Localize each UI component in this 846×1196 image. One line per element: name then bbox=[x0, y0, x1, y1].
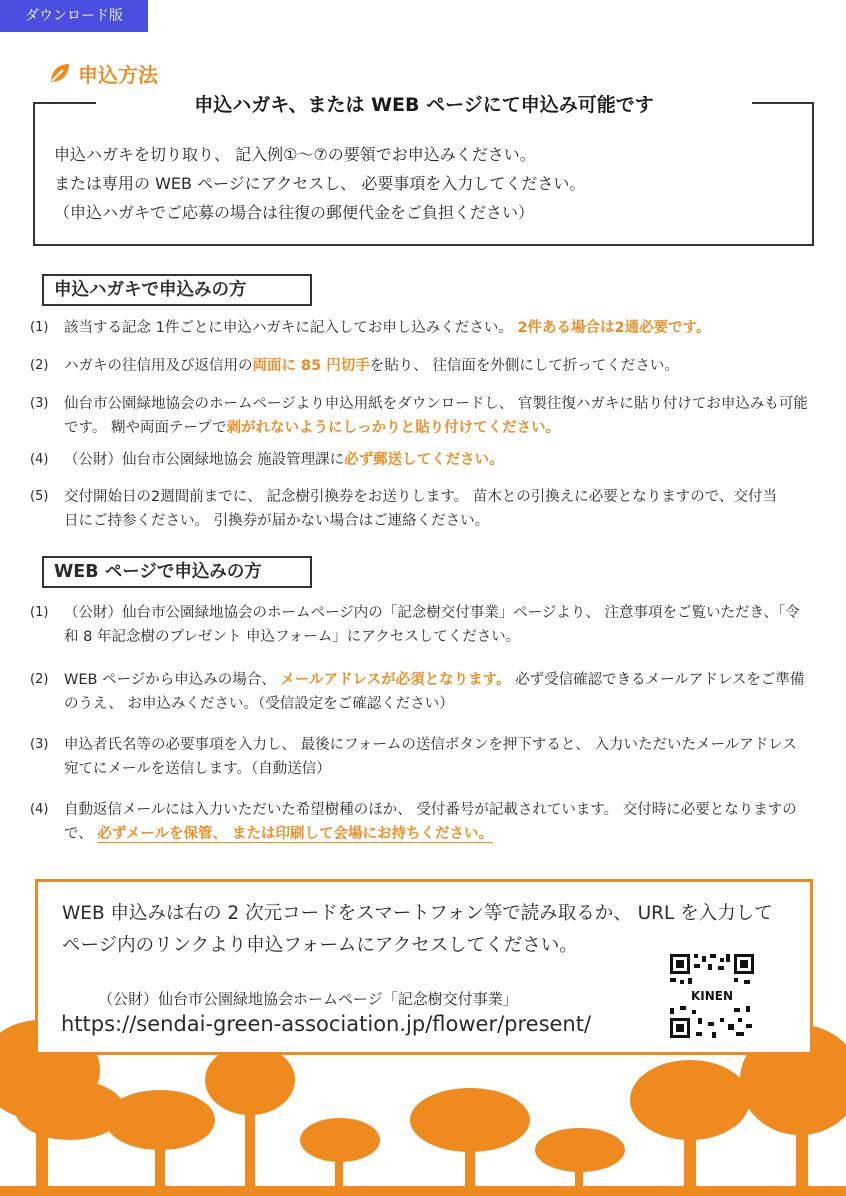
item-text: 仙台市公園緑地協会のホームページより申込用紙をダウンロードし、 官製往復ハガキに貼り付けてお申込みも可能です。 糊や両面テープで剥がれないようにしっかりと貼り付けてください。 bbox=[64, 396, 808, 436]
leaf-icon bbox=[48, 61, 72, 85]
list-item bbox=[30, 448, 820, 472]
list-item bbox=[30, 733, 810, 781]
item-number: (1) bbox=[30, 605, 49, 620]
list-item bbox=[30, 601, 810, 649]
section-title: 申込方法 bbox=[78, 62, 158, 87]
postcard-heading: 申込ハガキで申込みの方 bbox=[42, 274, 312, 306]
download-version-tag: ダウンロード版 bbox=[0, 0, 148, 32]
item-number: (2) bbox=[30, 672, 49, 687]
item-number: (5) bbox=[30, 489, 49, 504]
homepage-label: （公財）仙台市公園緑地協会ホームページ「記念樹交付事業」 bbox=[98, 990, 518, 1008]
web-heading: WEB ページで申込みの方 bbox=[42, 556, 312, 588]
list-item bbox=[30, 668, 810, 716]
web-apply-line: ページ内のリンクより申込フォームにアクセスしてください。 bbox=[62, 935, 578, 956]
list-item bbox=[30, 485, 790, 533]
item-text: （公財）仙台市公園緑地協会 施設管理課に必ず郵送してください。 bbox=[64, 452, 504, 468]
list-item bbox=[30, 316, 820, 340]
list-item bbox=[30, 798, 810, 846]
qr-label: KINEN bbox=[690, 989, 734, 1003]
section-title-row bbox=[48, 56, 158, 90]
item-number: (4) bbox=[30, 452, 49, 467]
item-number: (2) bbox=[30, 358, 49, 373]
list-item bbox=[30, 392, 810, 440]
web-apply-line: WEB 申込みは右の 2 次元コードをスマートフォン等で読み取るか、 URL を入力して bbox=[62, 903, 773, 924]
info-line: 申込ハガキを切り取り、 記入例①～⑦の要領でお申込みください。 bbox=[54, 145, 536, 164]
info-box-text bbox=[54, 140, 585, 227]
item-text: ハガキの往信用及び返信用の両面に 85 円切手を貼り、 往信面を外側にして折ってください。 bbox=[64, 358, 679, 374]
item-text: 該当する記念 1件ごとに申込ハガキに記入してお申し込みください。 2件ある場合は2通必要です。 bbox=[64, 320, 711, 336]
homepage-url-link[interactable]: https://sendai-green-association.jp/flower/present/ bbox=[61, 1012, 592, 1036]
list-item bbox=[30, 354, 820, 378]
item-text: WEB ページから申込みの場合、 メールアドレスが必須となります。 必ず受信確認できるメールアドレスをご準備のうえ、 お申込みください。（受信設定をご確認ください） bbox=[64, 672, 805, 712]
item-text: （公財）仙台市公園緑地協会のホームページ内の「記念樹交付事業」ページより、 注意事項をご覧いただき、「令和 8 年記念樹のプレゼント 申込フォーム」にアクセスしてください。 bbox=[64, 605, 800, 645]
box-top-line-left bbox=[33, 102, 96, 104]
info-box-heading: 申込ハガキ、または WEB ページにて申込み可能です bbox=[100, 90, 748, 117]
item-number: (3) bbox=[30, 737, 49, 752]
item-number: (4) bbox=[30, 802, 49, 817]
web-apply-text bbox=[62, 898, 773, 962]
info-line: または専用の WEB ページにアクセスし、 必要事項を入力してください。 bbox=[54, 174, 586, 193]
qr-code-icon bbox=[668, 952, 756, 1040]
item-text: 申込者氏名等の必要事項を入力し、 最後にフォームの送信ボタンを押下すると、 入力いただいたメールアドレス宛てにメールを送信します。（自動送信） bbox=[64, 737, 797, 777]
item-number: (1) bbox=[30, 320, 49, 335]
item-text: 自動返信メールには入力いただいた希望樹種のほか、 受付番号が記載されています。 交付時に必要となりますので、 必ずメールを保管、 または印刷して会場にお持ちください。 bbox=[64, 802, 797, 842]
box-top-line-right bbox=[752, 102, 814, 104]
item-text: 交付開始日の2週間前までに、 記念樹引換券をお送りします。 苗木との引換えに必要となりますので、交付当日にご持参ください。 引換券が届かない場合はご連絡ください。 bbox=[64, 489, 777, 529]
info-line: （申込ハガキでご応募の場合は往復の郵便代金をご負担ください） bbox=[54, 203, 535, 222]
item-number: (3) bbox=[30, 396, 49, 411]
